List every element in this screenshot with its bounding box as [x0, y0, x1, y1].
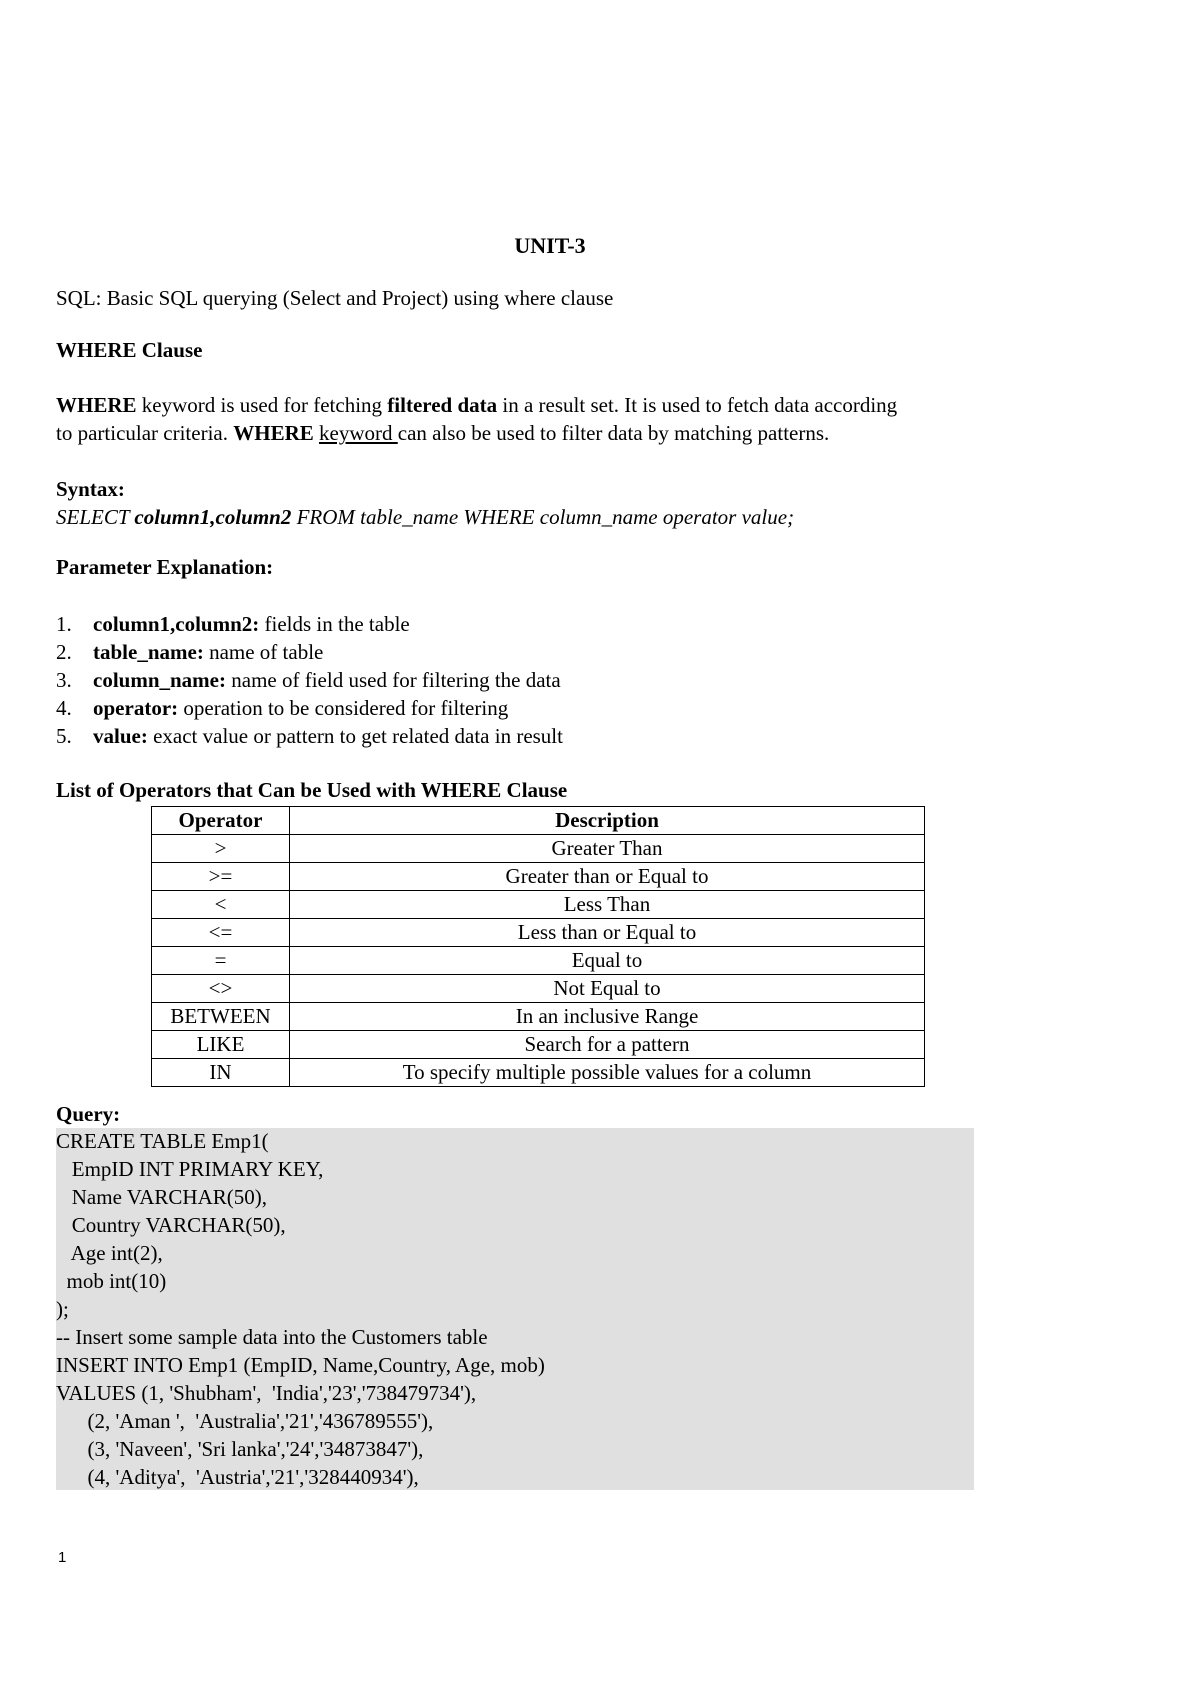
- description-cell: In an inclusive Range: [290, 1003, 925, 1031]
- code-line: Age int(2),: [56, 1241, 163, 1265]
- table-row: [152, 975, 925, 1003]
- description-cell: Equal to: [290, 947, 925, 975]
- operator-cell: <>: [152, 975, 290, 1003]
- code-line: EmpID INT PRIMARY KEY,: [56, 1157, 324, 1181]
- description-cell: Greater Than: [290, 835, 925, 863]
- code-line: VALUES (1, 'Shubham', 'India','23','738479734'),: [56, 1381, 477, 1405]
- parameter-list: [56, 610, 563, 750]
- keyword-underlined: keyword: [319, 421, 398, 445]
- description-cell: Search for a pattern: [290, 1031, 925, 1059]
- table-row: [152, 863, 925, 891]
- table-row: [152, 1059, 925, 1087]
- code-line: (3, 'Naveen', 'Sri lanka','24','34873847'),: [56, 1437, 424, 1461]
- page-number: 1: [58, 1549, 67, 1566]
- syntax-statement: SELECT column1,column2 FROM table_name WHERE column_name operator value;: [56, 505, 795, 529]
- page-title: UNIT-3: [514, 233, 586, 258]
- code-line: (2, 'Aman ', 'Australia','21','436789555'),: [56, 1409, 434, 1433]
- intro-paragraph-line-1: [56, 393, 897, 418]
- code-line: CREATE TABLE Emp1(: [56, 1129, 269, 1153]
- list-item: 2. table_name: name of table: [56, 640, 324, 664]
- code-line: );: [56, 1297, 69, 1321]
- intro-paragraph-line-2: [56, 421, 829, 446]
- intro-text: keyword is used for fetching: [136, 393, 388, 417]
- code-line: Country VARCHAR(50),: [56, 1213, 286, 1237]
- code-line: Name VARCHAR(50),: [56, 1185, 267, 1209]
- code-block: [56, 1128, 974, 1490]
- where-clause-heading: WHERE Clause: [56, 338, 203, 362]
- code-line: (4, 'Aditya', 'Austria','21','328440934'),: [56, 1465, 419, 1489]
- operators-table: [151, 806, 925, 1087]
- operator-cell: BETWEEN: [152, 1003, 290, 1031]
- operator-cell: >: [152, 835, 290, 863]
- description-cell: Not Equal to: [290, 975, 925, 1003]
- list-item: 1. column1,column2: fields in the table: [56, 612, 410, 636]
- keyword-where: WHERE: [56, 393, 137, 417]
- description-cell: Greater than or Equal to: [290, 863, 925, 891]
- operator-cell: =: [152, 947, 290, 975]
- column-header-description: Description: [290, 807, 925, 835]
- keyword-where: WHERE: [233, 421, 314, 445]
- description-cell: To specify multiple possible values for a column: [290, 1059, 925, 1087]
- description-cell: Less than or Equal to: [290, 919, 925, 947]
- table-header-row: [152, 807, 925, 835]
- parameter-explanation-heading: Parameter Explanation:: [56, 555, 274, 579]
- subtitle: SQL: Basic SQL querying (Select and Project) using where clause: [56, 286, 614, 310]
- table-row: [152, 1031, 925, 1059]
- intro-text: can also be used to filter data by matching patterns.: [397, 421, 830, 445]
- intro-text: to particular criteria.: [56, 421, 234, 445]
- operator-cell: <: [152, 891, 290, 919]
- intro-text: in a result set. It is used to fetch data according: [497, 393, 898, 417]
- table-row: [152, 947, 925, 975]
- column-header-operator: Operator: [152, 807, 290, 835]
- code-line: mob int(10): [56, 1269, 167, 1293]
- filtered-data-term: filtered data: [387, 393, 498, 417]
- table-row: [152, 891, 925, 919]
- table-row: [152, 835, 925, 863]
- list-item: 5. value: exact value or pattern to get related data in result: [56, 724, 563, 748]
- operator-cell: <=: [152, 919, 290, 947]
- list-item: 3. column_name: name of field used for filtering the data: [56, 668, 561, 692]
- syntax-label: Syntax:: [56, 477, 125, 501]
- operator-cell: LIKE: [152, 1031, 290, 1059]
- table-row: [152, 1003, 925, 1031]
- description-cell: Less Than: [290, 891, 925, 919]
- query-label: Query:: [56, 1102, 121, 1126]
- operator-cell: >=: [152, 863, 290, 891]
- list-item: 4. operator: operation to be considered for filtering: [56, 696, 509, 720]
- operators-heading: List of Operators that Can be Used with WHERE Clause: [56, 778, 568, 802]
- code-line: -- Insert some sample data into the Customers table: [56, 1325, 488, 1349]
- operator-cell: IN: [152, 1059, 290, 1087]
- code-line: INSERT INTO Emp1 (EmpID, Name,Country, Age, mob): [56, 1353, 545, 1377]
- table-row: [152, 919, 925, 947]
